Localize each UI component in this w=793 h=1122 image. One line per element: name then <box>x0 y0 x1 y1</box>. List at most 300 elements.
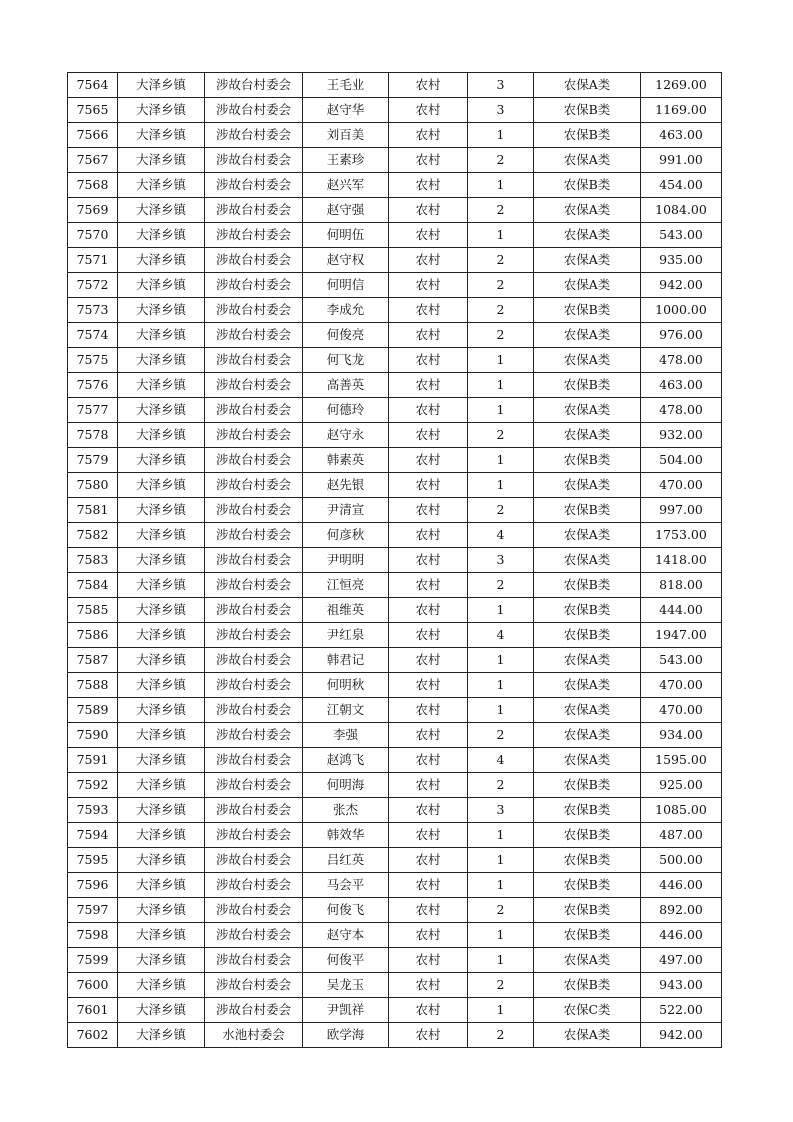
village-committee-cell: 涉故台村委会 <box>205 448 303 473</box>
household-count-cell: 3 <box>468 798 534 823</box>
person-name-cell: 吕红英 <box>303 848 389 873</box>
person-name-cell: 欧学海 <box>303 1023 389 1048</box>
record-id-cell: 7594 <box>68 823 118 848</box>
village-committee-cell: 涉故台村委会 <box>205 73 303 98</box>
village-committee-cell: 涉故台村委会 <box>205 723 303 748</box>
table-row <box>68 373 722 398</box>
record-id-cell: 7601 <box>68 998 118 1023</box>
amount-cell: 942.00 <box>641 273 722 298</box>
village-committee-cell: 涉故台村委会 <box>205 898 303 923</box>
record-id-cell: 7570 <box>68 223 118 248</box>
township-cell: 大泽乡镇 <box>118 848 205 873</box>
amount-cell: 892.00 <box>641 898 722 923</box>
area-type-cell: 农村 <box>389 973 468 998</box>
insurance-category-cell: 农保A类 <box>534 698 641 723</box>
village-committee-cell: 涉故台村委会 <box>205 973 303 998</box>
amount-cell: 543.00 <box>641 648 722 673</box>
table-row <box>68 248 722 273</box>
record-id-cell: 7579 <box>68 448 118 473</box>
person-name-cell: 何彦秋 <box>303 523 389 548</box>
record-id-cell: 7595 <box>68 848 118 873</box>
insurance-category-cell: 农保A类 <box>534 523 641 548</box>
area-type-cell: 农村 <box>389 948 468 973</box>
person-name-cell: 李强 <box>303 723 389 748</box>
table-row <box>68 848 722 873</box>
area-type-cell: 农村 <box>389 623 468 648</box>
table-row <box>68 573 722 598</box>
household-count-cell: 1 <box>468 598 534 623</box>
table-row <box>68 298 722 323</box>
township-cell: 大泽乡镇 <box>118 248 205 273</box>
record-id-cell: 7596 <box>68 873 118 898</box>
person-name-cell: 韩君记 <box>303 648 389 673</box>
household-count-cell: 1 <box>468 473 534 498</box>
area-type-cell: 农村 <box>389 223 468 248</box>
township-cell: 大泽乡镇 <box>118 873 205 898</box>
township-cell: 大泽乡镇 <box>118 473 205 498</box>
record-id-cell: 7598 <box>68 923 118 948</box>
household-count-cell: 2 <box>468 423 534 448</box>
area-type-cell: 农村 <box>389 173 468 198</box>
person-name-cell: 赵守本 <box>303 923 389 948</box>
table-row <box>68 123 722 148</box>
record-id-cell: 7565 <box>68 98 118 123</box>
insurance-category-cell: 农保B类 <box>534 973 641 998</box>
village-committee-cell: 涉故台村委会 <box>205 923 303 948</box>
table-row <box>68 773 722 798</box>
amount-cell: 1085.00 <box>641 798 722 823</box>
village-committee-cell: 涉故台村委会 <box>205 398 303 423</box>
township-cell: 大泽乡镇 <box>118 98 205 123</box>
amount-cell: 444.00 <box>641 598 722 623</box>
insurance-category-cell: 农保A类 <box>534 673 641 698</box>
table-row <box>68 98 722 123</box>
area-type-cell: 农村 <box>389 123 468 148</box>
village-committee-cell: 涉故台村委会 <box>205 573 303 598</box>
township-cell: 大泽乡镇 <box>118 323 205 348</box>
village-committee-cell: 涉故台村委会 <box>205 548 303 573</box>
insurance-category-cell: 农保B类 <box>534 623 641 648</box>
table-row <box>68 223 722 248</box>
amount-cell: 818.00 <box>641 573 722 598</box>
amount-cell: 454.00 <box>641 173 722 198</box>
insurance-category-cell: 农保B类 <box>534 298 641 323</box>
household-count-cell: 2 <box>468 298 534 323</box>
village-committee-cell: 涉故台村委会 <box>205 773 303 798</box>
village-committee-cell: 涉故台村委会 <box>205 323 303 348</box>
insurance-category-cell: 农保B类 <box>534 823 641 848</box>
person-name-cell: 赵先银 <box>303 473 389 498</box>
table-row <box>68 673 722 698</box>
insurance-category-cell: 农保B类 <box>534 448 641 473</box>
area-type-cell: 农村 <box>389 873 468 898</box>
table-row <box>68 598 722 623</box>
household-count-cell: 2 <box>468 323 534 348</box>
area-type-cell: 农村 <box>389 673 468 698</box>
amount-cell: 1000.00 <box>641 298 722 323</box>
township-cell: 大泽乡镇 <box>118 173 205 198</box>
insurance-category-cell: 农保A类 <box>534 423 641 448</box>
area-type-cell: 农村 <box>389 273 468 298</box>
village-committee-cell: 涉故台村委会 <box>205 373 303 398</box>
household-count-cell: 2 <box>468 148 534 173</box>
person-name-cell: 李成允 <box>303 298 389 323</box>
table-row <box>68 448 722 473</box>
area-type-cell: 农村 <box>389 148 468 173</box>
table-row <box>68 198 722 223</box>
township-cell: 大泽乡镇 <box>118 798 205 823</box>
township-cell: 大泽乡镇 <box>118 673 205 698</box>
household-count-cell: 3 <box>468 73 534 98</box>
insurance-category-cell: 农保B类 <box>534 573 641 598</box>
village-committee-cell: 涉故台村委会 <box>205 748 303 773</box>
table-row <box>68 473 722 498</box>
person-name-cell: 张杰 <box>303 798 389 823</box>
village-committee-cell: 涉故台村委会 <box>205 273 303 298</box>
record-table-body <box>68 73 722 1048</box>
record-id-cell: 7575 <box>68 348 118 373</box>
record-id-cell: 7600 <box>68 973 118 998</box>
table-row <box>68 723 722 748</box>
village-committee-cell: 涉故台村委会 <box>205 523 303 548</box>
area-type-cell: 农村 <box>389 73 468 98</box>
insurance-category-cell: 农保B类 <box>534 873 641 898</box>
household-count-cell: 1 <box>468 173 534 198</box>
amount-cell: 1269.00 <box>641 73 722 98</box>
amount-cell: 487.00 <box>641 823 722 848</box>
township-cell: 大泽乡镇 <box>118 123 205 148</box>
village-committee-cell: 涉故台村委会 <box>205 948 303 973</box>
household-count-cell: 1 <box>468 223 534 248</box>
person-name-cell: 江恒亮 <box>303 573 389 598</box>
table-row <box>68 73 722 98</box>
record-id-cell: 7584 <box>68 573 118 598</box>
township-cell: 大泽乡镇 <box>118 898 205 923</box>
township-cell: 大泽乡镇 <box>118 573 205 598</box>
person-name-cell: 王毛业 <box>303 73 389 98</box>
household-count-cell: 2 <box>468 198 534 223</box>
village-committee-cell: 涉故台村委会 <box>205 198 303 223</box>
insurance-category-cell: 农保A类 <box>534 148 641 173</box>
area-type-cell: 农村 <box>389 348 468 373</box>
village-committee-cell: 涉故台村委会 <box>205 823 303 848</box>
amount-cell: 1753.00 <box>641 523 722 548</box>
area-type-cell: 农村 <box>389 298 468 323</box>
township-cell: 大泽乡镇 <box>118 748 205 773</box>
household-count-cell: 1 <box>468 873 534 898</box>
township-cell: 大泽乡镇 <box>118 548 205 573</box>
amount-cell: 1947.00 <box>641 623 722 648</box>
table-row <box>68 698 722 723</box>
township-cell: 大泽乡镇 <box>118 348 205 373</box>
area-type-cell: 农村 <box>389 698 468 723</box>
person-name-cell: 何德玲 <box>303 398 389 423</box>
insurance-category-cell: 农保C类 <box>534 998 641 1023</box>
area-type-cell: 农村 <box>389 723 468 748</box>
table-row <box>68 323 722 348</box>
village-committee-cell: 涉故台村委会 <box>205 298 303 323</box>
amount-cell: 997.00 <box>641 498 722 523</box>
amount-cell: 976.00 <box>641 323 722 348</box>
amount-cell: 470.00 <box>641 673 722 698</box>
area-type-cell: 农村 <box>389 523 468 548</box>
person-name-cell: 江朝文 <box>303 698 389 723</box>
record-id-cell: 7572 <box>68 273 118 298</box>
amount-cell: 934.00 <box>641 723 722 748</box>
table-row <box>68 823 722 848</box>
amount-cell: 935.00 <box>641 248 722 273</box>
township-cell: 大泽乡镇 <box>118 973 205 998</box>
amount-cell: 478.00 <box>641 398 722 423</box>
person-name-cell: 尹明明 <box>303 548 389 573</box>
township-cell: 大泽乡镇 <box>118 948 205 973</box>
person-name-cell: 赵守权 <box>303 248 389 273</box>
record-id-cell: 7587 <box>68 648 118 673</box>
insurance-category-cell: 农保A类 <box>534 273 641 298</box>
record-id-cell: 7569 <box>68 198 118 223</box>
area-type-cell: 农村 <box>389 498 468 523</box>
table-row <box>68 173 722 198</box>
record-id-cell: 7599 <box>68 948 118 973</box>
person-name-cell: 何俊飞 <box>303 898 389 923</box>
record-table <box>67 72 722 1048</box>
amount-cell: 991.00 <box>641 148 722 173</box>
household-count-cell: 1 <box>468 848 534 873</box>
area-type-cell: 农村 <box>389 548 468 573</box>
record-id-cell: 7592 <box>68 773 118 798</box>
person-name-cell: 马会平 <box>303 873 389 898</box>
village-committee-cell: 涉故台村委会 <box>205 173 303 198</box>
person-name-cell: 尹凯祥 <box>303 998 389 1023</box>
household-count-cell: 2 <box>468 573 534 598</box>
area-type-cell: 农村 <box>389 923 468 948</box>
area-type-cell: 农村 <box>389 373 468 398</box>
table-row <box>68 498 722 523</box>
insurance-category-cell: 农保B类 <box>534 798 641 823</box>
insurance-category-cell: 农保B类 <box>534 373 641 398</box>
insurance-category-cell: 农保B类 <box>534 773 641 798</box>
village-committee-cell: 涉故台村委会 <box>205 648 303 673</box>
amount-cell: 446.00 <box>641 873 722 898</box>
insurance-category-cell: 农保A类 <box>534 198 641 223</box>
person-name-cell: 赵守华 <box>303 98 389 123</box>
record-id-cell: 7602 <box>68 1023 118 1048</box>
record-id-cell: 7564 <box>68 73 118 98</box>
area-type-cell: 农村 <box>389 648 468 673</box>
insurance-category-cell: 农保B类 <box>534 848 641 873</box>
insurance-category-cell: 农保B类 <box>534 898 641 923</box>
area-type-cell: 农村 <box>389 473 468 498</box>
person-name-cell: 何明海 <box>303 773 389 798</box>
township-cell: 大泽乡镇 <box>118 723 205 748</box>
insurance-category-cell: 农保B类 <box>534 98 641 123</box>
township-cell: 大泽乡镇 <box>118 148 205 173</box>
village-committee-cell: 涉故台村委会 <box>205 423 303 448</box>
amount-cell: 497.00 <box>641 948 722 973</box>
village-committee-cell: 涉故台村委会 <box>205 623 303 648</box>
person-name-cell: 赵鸿飞 <box>303 748 389 773</box>
area-type-cell: 农村 <box>389 423 468 448</box>
village-committee-cell: 涉故台村委会 <box>205 848 303 873</box>
township-cell: 大泽乡镇 <box>118 423 205 448</box>
table-row <box>68 648 722 673</box>
person-name-cell: 高善英 <box>303 373 389 398</box>
table-row <box>68 348 722 373</box>
household-count-cell: 4 <box>468 523 534 548</box>
household-count-cell: 1 <box>468 373 534 398</box>
amount-cell: 478.00 <box>641 348 722 373</box>
insurance-category-cell: 农保B类 <box>534 498 641 523</box>
insurance-category-cell: 农保A类 <box>534 323 641 348</box>
table-row <box>68 548 722 573</box>
township-cell: 大泽乡镇 <box>118 298 205 323</box>
household-count-cell: 2 <box>468 973 534 998</box>
record-id-cell: 7583 <box>68 548 118 573</box>
household-count-cell: 1 <box>468 123 534 148</box>
amount-cell: 925.00 <box>641 773 722 798</box>
table-row <box>68 1023 722 1048</box>
insurance-category-cell: 农保B类 <box>534 123 641 148</box>
household-count-cell: 1 <box>468 348 534 373</box>
person-name-cell: 赵守永 <box>303 423 389 448</box>
record-id-cell: 7568 <box>68 173 118 198</box>
record-id-cell: 7589 <box>68 698 118 723</box>
household-count-cell: 2 <box>468 1023 534 1048</box>
household-count-cell: 1 <box>468 673 534 698</box>
township-cell: 大泽乡镇 <box>118 773 205 798</box>
village-committee-cell: 涉故台村委会 <box>205 673 303 698</box>
insurance-category-cell: 农保B类 <box>534 598 641 623</box>
township-cell: 大泽乡镇 <box>118 598 205 623</box>
household-count-cell: 1 <box>468 698 534 723</box>
table-row <box>68 948 722 973</box>
person-name-cell: 何明信 <box>303 273 389 298</box>
household-count-cell: 3 <box>468 98 534 123</box>
amount-cell: 932.00 <box>641 423 722 448</box>
insurance-category-cell: 农保A类 <box>534 398 641 423</box>
household-count-cell: 2 <box>468 248 534 273</box>
table-row <box>68 973 722 998</box>
amount-cell: 463.00 <box>641 373 722 398</box>
record-id-cell: 7590 <box>68 723 118 748</box>
record-id-cell: 7578 <box>68 423 118 448</box>
insurance-category-cell: 农保B类 <box>534 173 641 198</box>
township-cell: 大泽乡镇 <box>118 448 205 473</box>
area-type-cell: 农村 <box>389 448 468 473</box>
household-count-cell: 1 <box>468 648 534 673</box>
amount-cell: 1169.00 <box>641 98 722 123</box>
township-cell: 大泽乡镇 <box>118 623 205 648</box>
person-name-cell: 刘百美 <box>303 123 389 148</box>
person-name-cell: 尹红泉 <box>303 623 389 648</box>
record-id-cell: 7573 <box>68 298 118 323</box>
insurance-category-cell: 农保A类 <box>534 248 641 273</box>
record-id-cell: 7580 <box>68 473 118 498</box>
amount-cell: 942.00 <box>641 1023 722 1048</box>
insurance-category-cell: 农保A类 <box>534 948 641 973</box>
record-id-cell: 7588 <box>68 673 118 698</box>
amount-cell: 543.00 <box>641 223 722 248</box>
person-name-cell: 吴龙玉 <box>303 973 389 998</box>
record-id-cell: 7576 <box>68 373 118 398</box>
village-committee-cell: 涉故台村委会 <box>205 998 303 1023</box>
household-count-cell: 2 <box>468 898 534 923</box>
record-id-cell: 7586 <box>68 623 118 648</box>
insurance-category-cell: 农保A类 <box>534 723 641 748</box>
household-count-cell: 3 <box>468 548 534 573</box>
record-id-cell: 7571 <box>68 248 118 273</box>
area-type-cell: 农村 <box>389 998 468 1023</box>
village-committee-cell: 涉故台村委会 <box>205 223 303 248</box>
amount-cell: 470.00 <box>641 698 722 723</box>
person-name-cell: 何俊平 <box>303 948 389 973</box>
township-cell: 大泽乡镇 <box>118 198 205 223</box>
area-type-cell: 农村 <box>389 573 468 598</box>
area-type-cell: 农村 <box>389 823 468 848</box>
amount-cell: 470.00 <box>641 473 722 498</box>
township-cell: 大泽乡镇 <box>118 1023 205 1048</box>
table-row <box>68 798 722 823</box>
township-cell: 大泽乡镇 <box>118 398 205 423</box>
household-count-cell: 1 <box>468 823 534 848</box>
area-type-cell: 农村 <box>389 798 468 823</box>
village-committee-cell: 涉故台村委会 <box>205 123 303 148</box>
table-row <box>68 398 722 423</box>
household-count-cell: 2 <box>468 723 534 748</box>
record-id-cell: 7593 <box>68 798 118 823</box>
table-row <box>68 873 722 898</box>
village-committee-cell: 涉故台村委会 <box>205 248 303 273</box>
person-name-cell: 王素珍 <box>303 148 389 173</box>
insurance-category-cell: 农保A类 <box>534 648 641 673</box>
person-name-cell: 韩效华 <box>303 823 389 848</box>
insurance-category-cell: 农保A类 <box>534 223 641 248</box>
person-name-cell: 赵兴军 <box>303 173 389 198</box>
person-name-cell: 赵守强 <box>303 198 389 223</box>
person-name-cell: 尹清宣 <box>303 498 389 523</box>
village-committee-cell: 涉故台村委会 <box>205 798 303 823</box>
township-cell: 大泽乡镇 <box>118 498 205 523</box>
table-row <box>68 748 722 773</box>
household-count-cell: 2 <box>468 273 534 298</box>
amount-cell: 1595.00 <box>641 748 722 773</box>
household-count-cell: 4 <box>468 623 534 648</box>
area-type-cell: 农村 <box>389 773 468 798</box>
township-cell: 大泽乡镇 <box>118 698 205 723</box>
village-committee-cell: 水池村委会 <box>205 1023 303 1048</box>
table-row <box>68 898 722 923</box>
person-name-cell: 何明伍 <box>303 223 389 248</box>
area-type-cell: 农村 <box>389 1023 468 1048</box>
household-count-cell: 1 <box>468 998 534 1023</box>
record-id-cell: 7581 <box>68 498 118 523</box>
table-row <box>68 523 722 548</box>
area-type-cell: 农村 <box>389 748 468 773</box>
village-committee-cell: 涉故台村委会 <box>205 98 303 123</box>
record-id-cell: 7577 <box>68 398 118 423</box>
insurance-category-cell: 农保A类 <box>534 348 641 373</box>
record-id-cell: 7585 <box>68 598 118 623</box>
insurance-category-cell: 农保B类 <box>534 923 641 948</box>
area-type-cell: 农村 <box>389 248 468 273</box>
person-name-cell: 何俊亮 <box>303 323 389 348</box>
amount-cell: 943.00 <box>641 973 722 998</box>
person-name-cell: 祖维英 <box>303 598 389 623</box>
township-cell: 大泽乡镇 <box>118 273 205 298</box>
area-type-cell: 农村 <box>389 598 468 623</box>
household-count-cell: 1 <box>468 948 534 973</box>
household-count-cell: 4 <box>468 748 534 773</box>
